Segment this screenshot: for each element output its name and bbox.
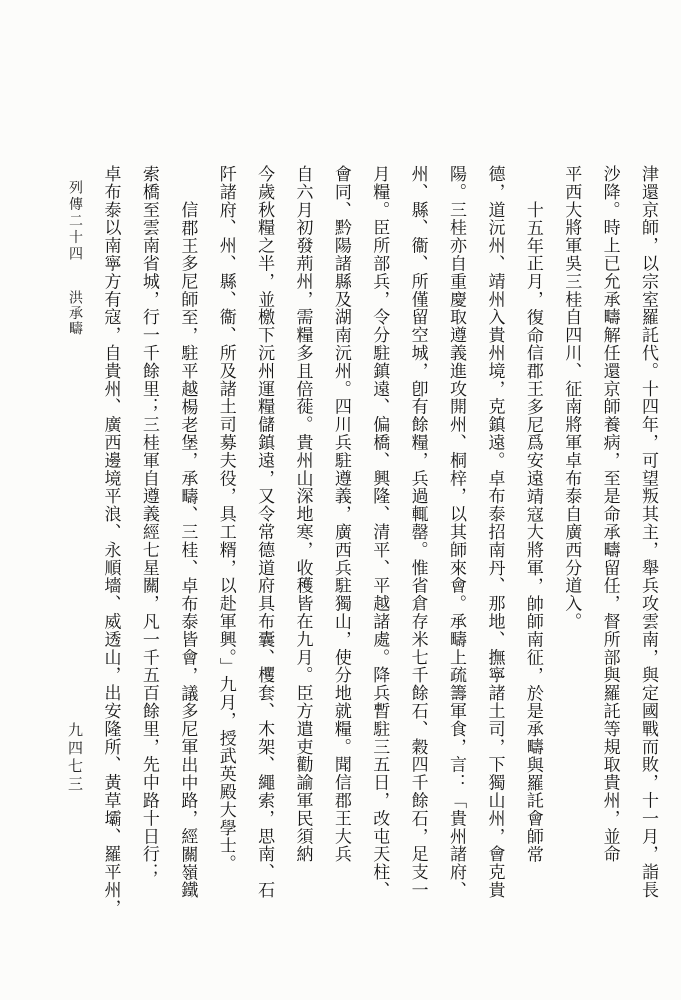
main-text-block	[91, 165, 667, 935]
text-column: 津還京師，以宗室羅託代。十四年，可望叛其主，舉兵攻雲南，與定國戰而敗，十一月，詣長	[638, 165, 658, 899]
running-header-chapter: 列傳二十四	[67, 180, 83, 263]
text-column: 月糧。臣所部兵，令分駐鎮遠、偏橋、興隆、清平、平越諸處。降兵暫駐三五日，改屯天柱、	[369, 165, 390, 899]
page-number: 九四七三	[66, 722, 84, 794]
text-column-paragraph-start: 十五年正月，復命信郡王多尼爲安遠靖寇大將軍，帥師南征，於是承疇與羅託會師常	[522, 200, 543, 863]
text-column: 今歲秋糧之半，並檄下沅州運糧儲鎮遠，又令常德道府具布囊、欔套、木架、繩索，思南、石	[254, 165, 275, 899]
text-column: 會同、黔陽諸縣及湖南沅州。四川兵駐遵義，廣西兵駐獨山，使分地就糧。聞信郡王大兵	[330, 165, 351, 864]
text-column: 阡諸府、州、縣、衞、所及諸土司募夫役，具工糈，以赴軍興。」九月，授武英殿大學士。	[215, 165, 236, 873]
text-column: 州、縣、衞、所僅留空城，卽有餘糧，兵過輒罄。惟省倉存米七千餘石、穀四千餘石，足支一	[407, 165, 428, 899]
text-column-paragraph-start: 信郡王多尼師至，駐平越楊老堡，承疇、三桂、卓布泰皆會，議多尼軍出中路，經關嶺鐵	[177, 200, 198, 899]
running-header-subject: 洪承疇	[67, 290, 83, 337]
text-column: 平西大將軍吳三桂自四川、征南將軍卓布泰自廣西分道入。	[561, 165, 582, 631]
text-column: 德，道沅州、靖州入貴州境，克鎮遠。卓布泰招南丹、那地、撫寧諸土司，下獨山州，會克貴	[484, 165, 505, 899]
text-column: 沙降。時上已允承疇解任還京師養病，至是命承疇留任，督所部與羅託等規取貴州，並命	[599, 165, 620, 864]
text-column: 陽。三桂亦自重慶取遵義進攻開州、桐梓，以其師來會。承疇上疏籌軍食，言：「貴州諸府、	[446, 165, 467, 899]
text-column: 自六月初發荊州，需糧多且倍蓰。貴州山深地寒，收穫皆在九月。臣方遣吏勸諭軍民須納	[292, 165, 313, 864]
text-column: 卓布泰以南寧方有寇，自貴州、廣西邊境平浪、永順墻、威透山，出安隆所、黃草壩、羅平州，	[100, 165, 121, 917]
text-column: 索橋至雲南省城，行一千餘里；三桂軍自遵義經七星關，凡一千五百餘里，先中路十日行；	[138, 165, 159, 881]
